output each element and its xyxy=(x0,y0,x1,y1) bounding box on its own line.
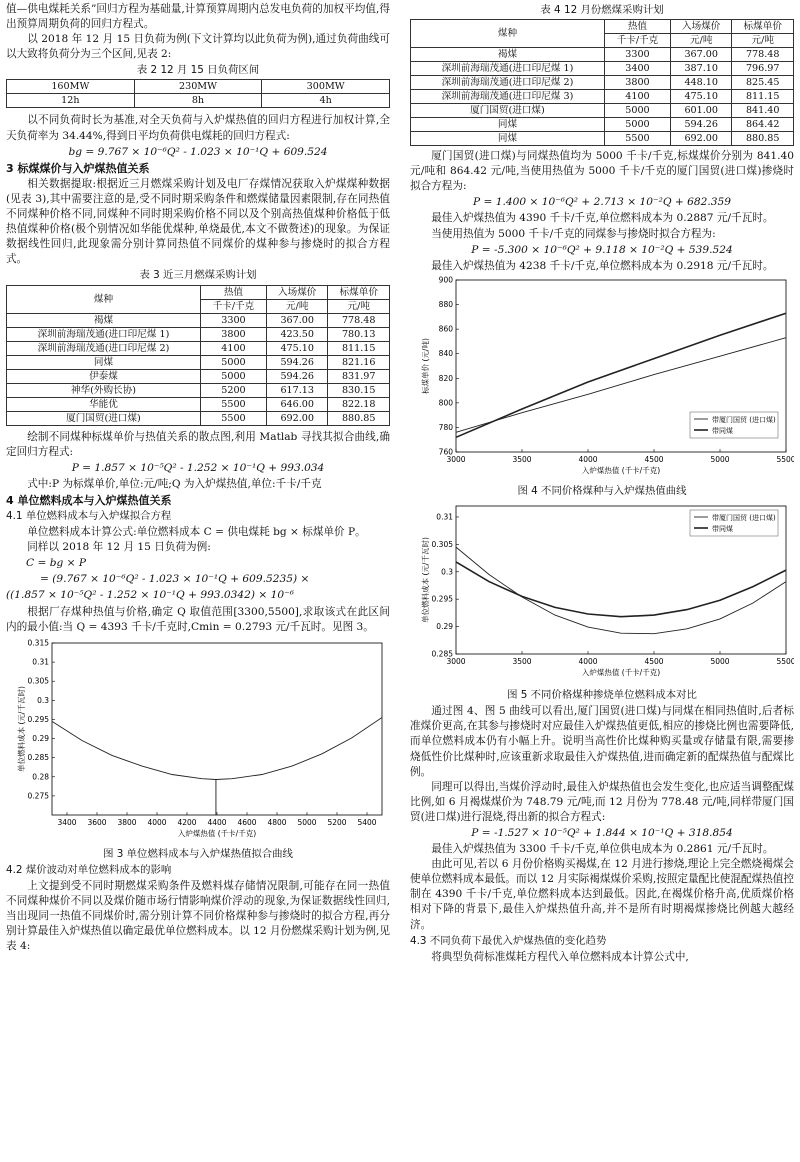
table-row xyxy=(7,327,390,341)
equation-p3: P = -1.527 × 10⁻⁵Q² + 1.844 × 10⁻¹Q + 318.854 xyxy=(471,826,733,839)
table-cell: 778.48 xyxy=(328,313,390,327)
x-tick-label: 5500 xyxy=(776,454,794,464)
table-cell: 同煤 xyxy=(411,118,605,132)
table-cell: 448.10 xyxy=(670,76,731,90)
table3-body xyxy=(7,313,390,425)
table-cell: 646.00 xyxy=(266,397,327,411)
x-tick-label: 5000 xyxy=(710,657,730,667)
conclusion-paragraph: 由此可见,若以 6 月份价格购买褐煤,在 12 月进行掺烧,理论上完全燃烧褐煤会使单位燃料成本最低。而以 12 月实际褐煤煤价采购,按照定量配比使混配煤热值控制在 4390 千卡/千克,单位燃料成本达到最低。因此,在褐煤价格升高,优质煤价格相对下降的背景下,最佳入炉煤热值升高,并不是所有时期褐煤掺烧比例越大越经济。 xyxy=(410,858,794,931)
table4-body xyxy=(411,48,794,146)
weighted-paragraph: 以不同负荷时长为基准,对全天负荷与入炉煤热值的回归方程进行加权计算,全天负荷率为 34.44%,得到日平均负荷供电煤耗的回归方程式: xyxy=(6,114,390,142)
x-tick-label: 5400 xyxy=(357,817,377,827)
table-cell: 5000 xyxy=(200,355,266,369)
table2 xyxy=(6,79,390,108)
xiamen-paragraph: 厦门国贸(进口煤)与同煤热值均为 5000 千卡/千克,标煤煤价分别为 841.40 元/吨和 864.42 元/吨,当使用热值为 5000 千卡/千克的厦门国贸(进口煤)掺烧时拟合方程为: xyxy=(410,150,794,193)
table-cell: 617.13 xyxy=(266,383,327,397)
table2-caption: 表 2 12 月 15 日负荷区间 xyxy=(136,64,260,77)
y-tick-label: 0.29 xyxy=(32,733,49,743)
table-cell: 3800 xyxy=(604,76,670,90)
table4-unit: 千卡/千克 xyxy=(604,34,670,48)
y-tick-label: 800 xyxy=(438,398,453,408)
x-tick-label: 5000 xyxy=(710,454,730,464)
y-axis-label: 单位燃料成本 (元/千瓦时) xyxy=(17,685,26,772)
section41-heading: 4.1 单位燃料成本与入炉煤拟合方程 xyxy=(6,509,172,522)
series-line xyxy=(52,717,382,779)
last-paragraph: 将典型负荷标准煤耗方程代入单位燃料成本计算公式中, xyxy=(431,950,689,963)
section3-heading: 3 标煤煤价与入炉煤热值关系 xyxy=(6,161,150,175)
y-tick-label: 0.295 xyxy=(27,714,49,724)
y-tick-label: 0.305 xyxy=(27,676,49,686)
equation-c3: ((1.857 × 10⁻⁵Q² - 1.252 × 10⁻¹Q + 993.0342) × 10⁻⁶ xyxy=(6,589,294,602)
table2-hours: 12h xyxy=(7,94,135,108)
x-tick-label: 3500 xyxy=(512,454,532,464)
table-cell: 3400 xyxy=(604,62,670,76)
y-tick-label: 0.31 xyxy=(436,512,453,522)
table-cell: 692.00 xyxy=(670,132,731,146)
x-tick-label: 3000 xyxy=(446,454,466,464)
table2-hours: 4h xyxy=(262,94,390,108)
y-tick-label: 0.31 xyxy=(32,657,49,667)
table-cell: 5500 xyxy=(200,411,266,425)
x-tick-label: 3400 xyxy=(57,817,77,827)
table-cell: 387.10 xyxy=(670,62,731,76)
x-tick-label: 3800 xyxy=(117,817,137,827)
table-cell: 4100 xyxy=(200,341,266,355)
figure3-chart xyxy=(6,635,390,841)
y-tick-label: 780 xyxy=(438,422,453,432)
figure5-caption: 图 5 不同价格煤种掺烧单位燃料成本对比 xyxy=(507,689,697,702)
table-cell: 深圳前海瑞茂通(进口印尼煤 3) xyxy=(411,90,605,104)
table-cell: 692.00 xyxy=(266,411,327,425)
y-tick-label: 0.285 xyxy=(27,752,49,762)
y-tick-label: 0.28 xyxy=(32,771,49,781)
table-cell: 5000 xyxy=(200,369,266,383)
table3-header: 煤种 xyxy=(7,285,201,313)
table-cell: 880.85 xyxy=(732,132,794,146)
table-cell: 深圳前海瑞茂通(进口印尼煤 1) xyxy=(411,62,605,76)
x-tick-label: 3500 xyxy=(512,657,532,667)
best3-paragraph: 最佳入炉煤热值为 3300 千卡/千克,单位供电成本为 0.2861 元/千瓦时。 xyxy=(431,843,774,856)
table-cell: 594.26 xyxy=(670,118,731,132)
table-row xyxy=(7,341,390,355)
x-tick-label: 4000 xyxy=(147,817,167,827)
table-cell: 811.15 xyxy=(732,90,794,104)
legend-label: 带同煤 xyxy=(712,426,733,435)
y-axis-label: 标煤单价 (元/吨) xyxy=(421,337,430,394)
y-tick-label: 880 xyxy=(438,299,453,309)
equation-c1: C = bg × P xyxy=(26,557,87,570)
x-tick-label: 3000 xyxy=(446,657,466,667)
table3-unit: 元/吨 xyxy=(266,299,327,313)
table-row xyxy=(411,90,794,104)
table3-header: 热值 xyxy=(200,285,266,299)
y-tick-label: 0.295 xyxy=(431,594,453,604)
section4-heading: 4 单位燃料成本与入炉煤热值关系 xyxy=(6,493,172,507)
y-axis-label: 单位燃料成本 (元/千瓦时) xyxy=(421,537,430,623)
section3-paragraph: 相关数据提取:根据近三月燃煤采购计划及电厂存煤情况获取入炉煤煤种数据(见表 3),其中需要注意的是,受不同时期采购条件和燃煤储量因素限制,存在同热值不同煤种价格不同,同煤种不同时期采购价格不同以及个别高热值煤种价格低于低热值煤种价格(极个别情况如华能优煤种,单烧最优,本文不做赘述)的现象。为保证数据线性回归,此现象需分别计算同热值不同煤价的煤种参与掺烧时的拟合方程式。 xyxy=(6,177,390,266)
x-axis-label: 入炉煤热值 (千卡/千克) xyxy=(581,465,661,475)
table-cell: 深圳前海瑞茂通(进口印尼煤 2) xyxy=(7,341,201,355)
table-cell: 864.42 xyxy=(732,118,794,132)
y-tick-label: 0.275 xyxy=(27,791,49,801)
table-cell: 5000 xyxy=(604,118,670,132)
table-cell: 475.10 xyxy=(266,341,327,355)
table-cell: 601.00 xyxy=(670,104,731,118)
table-row xyxy=(7,313,390,327)
legend-label: 带厦门国贸 (进口煤) xyxy=(712,514,776,523)
table-row xyxy=(7,355,390,369)
table-cell: 4100 xyxy=(604,90,670,104)
table-cell: 5500 xyxy=(604,132,670,146)
table-cell: 5500 xyxy=(200,397,266,411)
equation-c2: = (9.767 × 10⁻⁶Q² - 1.023 × 10⁻¹Q + 609.5235) × xyxy=(40,573,310,586)
section42-heading: 4.2 煤价波动对单位燃料成本的影响 xyxy=(6,863,172,876)
legend-label: 带同煤 xyxy=(712,525,733,534)
table2-load: 230MW xyxy=(134,80,262,94)
table-cell: 厦门国贸(进口煤) xyxy=(411,104,605,118)
table-cell: 830.15 xyxy=(328,383,390,397)
y-tick-label: 0.3 xyxy=(37,695,49,705)
x-axis-label: 入炉煤热值 (千卡/千克) xyxy=(581,668,661,678)
series-line xyxy=(456,562,786,617)
x-axis-label: 入炉煤热值 (千卡/千克) xyxy=(177,828,257,838)
table-cell: 423.50 xyxy=(266,327,327,341)
table2-load: 160MW xyxy=(7,80,135,94)
table-cell: 825.45 xyxy=(732,76,794,90)
table-cell: 367.00 xyxy=(266,313,327,327)
x-tick-label: 4200 xyxy=(177,817,197,827)
table-cell: 5000 xyxy=(604,104,670,118)
table-cell: 594.26 xyxy=(266,369,327,383)
table-row xyxy=(7,397,390,411)
table-cell: 367.00 xyxy=(670,48,731,62)
table-cell: 伊泰煤 xyxy=(7,369,201,383)
best1-paragraph: 最佳入炉煤热值为 4390 千卡/千克,单位燃料成本为 0.2887 元/千瓦时。 xyxy=(431,212,774,225)
table-cell: 褐煤 xyxy=(7,313,201,327)
y-tick-label: 840 xyxy=(438,349,453,359)
x-tick-label: 5000 xyxy=(297,817,317,827)
table-cell: 780.13 xyxy=(328,327,390,341)
plot-frame xyxy=(52,643,382,815)
table-row xyxy=(411,104,794,118)
equation-p2: P = -5.300 × 10⁻⁶Q² + 9.118 × 10⁻²Q + 539.524 xyxy=(471,243,733,256)
y-tick-label: 860 xyxy=(438,324,453,334)
table4 xyxy=(410,19,794,146)
table-cell: 同煤 xyxy=(7,355,201,369)
tong-paragraph: 当使用热值为 5000 千卡/千克的同煤参与掺烧时拟合方程为: xyxy=(431,227,716,240)
table3-unit: 元/吨 xyxy=(328,299,390,313)
table-cell: 3300 xyxy=(200,313,266,327)
table4-header: 入场煤价 xyxy=(670,20,731,34)
table-cell: 华能优 xyxy=(7,397,201,411)
x-tick-label: 3600 xyxy=(87,817,107,827)
figure4-chart xyxy=(410,274,794,478)
table-cell: 褐煤 xyxy=(411,48,605,62)
x-tick-label: 4000 xyxy=(578,454,598,464)
section42-paragraph: 上文提到受不同时期燃煤采购条件及燃料煤存储情况限制,可能存在同一热值不同煤种煤价不同以及煤价随市场行情影响煤价浮动的现象,为保证数据线性回归,当出现同一热值不同煤价时,需分别计算不同价格煤种参与掺烧时的拟合方程,再分别计算最佳入炉煤热值以确定最优单位燃料成本。以 12 月份燃煤采购计划为例,见表 4: xyxy=(6,880,390,953)
y-tick-label: 0.315 xyxy=(27,638,49,648)
table-cell: 821.16 xyxy=(328,355,390,369)
table-cell: 神华(外购长协) xyxy=(7,383,201,397)
y-tick-label: 0.29 xyxy=(436,622,453,632)
equation-bg: bg = 9.767 × 10⁻⁶Q² - 1.023 × 10⁻¹Q + 609.524 xyxy=(68,145,328,158)
table-cell: 同煤 xyxy=(411,132,605,146)
compare-paragraph: 通过图 4、图 5 曲线可以看出,厦门国贸(进口煤)与同煤在相同热值时,后者标准煤价更高,在其参与掺烧时对应最佳入炉煤热值更低,相应的掺烧比例也需要降低,而单位燃料成本仍有小幅上升。说明当高性价比煤种购买量或存储量有限,需要掺烧低性价比煤种时,应该重新求取最佳入炉煤热值,进而确定新的配煤热值与配煤比例。 xyxy=(410,705,794,778)
table-cell: 811.15 xyxy=(328,341,390,355)
table2-hours: 8h xyxy=(134,94,262,108)
table-cell: 831.97 xyxy=(328,369,390,383)
table-cell: 880.85 xyxy=(328,411,390,425)
table4-header: 煤种 xyxy=(411,20,605,48)
table-cell: 厦门国贸(进口煤) xyxy=(7,411,201,425)
table3 xyxy=(6,285,390,426)
table-cell: 深圳前海瑞茂通(进口印尼煤 1) xyxy=(7,327,201,341)
table4-unit: 元/吨 xyxy=(732,34,794,48)
table4-caption: 表 4 12 月份燃煤采购计划 xyxy=(540,4,664,16)
y-tick-label: 760 xyxy=(438,447,453,457)
scatter-paragraph: 绘制不同煤种标煤单价与热值关系的散点图,利用 Matlab 寻找其拟合曲线,确定回归方程式: xyxy=(6,430,390,458)
figure5-chart xyxy=(410,500,794,682)
table4-header: 标煤单价 xyxy=(732,20,794,34)
table-row xyxy=(411,48,794,62)
table3-caption: 表 3 近三月燃煤采购计划 xyxy=(139,269,257,282)
table-cell: 3800 xyxy=(200,327,266,341)
table4-unit: 元/吨 xyxy=(670,34,731,48)
table-cell: 796.97 xyxy=(732,62,794,76)
table-cell: 深圳前海瑞茂通(进口印尼煤 2) xyxy=(411,76,605,90)
x-tick-label: 4400 xyxy=(207,817,227,827)
table-row xyxy=(411,76,794,90)
table-row xyxy=(7,383,390,397)
x-tick-label: 5200 xyxy=(327,817,347,827)
same-paragraph: 同样以 2018 年 12 月 15 日负荷为例: xyxy=(27,541,211,554)
table3-unit: 千卡/千克 xyxy=(200,299,266,313)
table-row xyxy=(411,118,794,132)
legend-label: 带厦门国贸 (进口煤) xyxy=(712,415,776,424)
example-paragraph: 以 2018 年 12 月 15 日负荷为例(下文计算均以此负荷为例),通过负荷曲线可以大致将负荷分为三个区间,见表 2: xyxy=(6,33,390,61)
y-tick-label: 900 xyxy=(438,275,453,285)
table-row xyxy=(411,62,794,76)
x-tick-label: 4500 xyxy=(644,454,664,464)
x-tick-label: 4500 xyxy=(644,657,664,667)
y-tick-label: 820 xyxy=(438,373,453,383)
x-tick-label: 4600 xyxy=(237,817,257,827)
equation-p1: P = 1.400 × 10⁻⁶Q² + 2.713 × 10⁻²Q + 682.359 xyxy=(473,196,731,209)
y-tick-label: 0.285 xyxy=(431,649,453,659)
table3-header: 入场煤价 xyxy=(266,285,327,299)
intro-paragraph: 值—供电煤耗关系”回归方程为基础量,计算预算周期内总发电负荷的加权平均值,得出预算周期负荷的回归方程式。 xyxy=(6,3,390,31)
y-tick-label: 0.305 xyxy=(431,539,453,549)
table2-load: 300MW xyxy=(262,80,390,94)
table-cell: 5200 xyxy=(200,383,266,397)
table-cell: 822.18 xyxy=(328,397,390,411)
table-cell: 3300 xyxy=(604,48,670,62)
x-tick-label: 4000 xyxy=(578,657,598,667)
y-tick-label: 0.3 xyxy=(441,567,453,577)
table-cell: 778.48 xyxy=(732,48,794,62)
table-row xyxy=(7,411,390,425)
x-tick-label: 4800 xyxy=(267,817,287,827)
table-row xyxy=(7,369,390,383)
table-cell: 594.26 xyxy=(266,355,327,369)
table-cell: 475.10 xyxy=(670,90,731,104)
table-cell: 841.40 xyxy=(732,104,794,118)
float-paragraph: 同理可以得出,当煤价浮动时,最佳入炉煤热值也会发生变化,也应适当调整配煤比例,如 6 月褐煤煤价为 748.79 元/吨,而 12 月份为 778.48 元/吨,同样带厦门国贸(进口煤)进行混烧,得出新的拟合方程式: xyxy=(410,780,794,823)
formula-paragraph: 单位燃料成本计算公式:单位燃料成本 C = 供电煤耗 bg × 标煤单价 P。 xyxy=(27,526,366,539)
series-line xyxy=(456,547,786,634)
figure3-caption: 图 3 单位燃料成本与入炉煤热值拟合曲线 xyxy=(103,847,293,860)
best2-paragraph: 最佳入炉煤热值为 4238 千卡/千克,单位燃料成本为 0.2918 元/千瓦时。 xyxy=(431,259,774,272)
x-tick-label: 5500 xyxy=(776,657,794,667)
table4-header: 热值 xyxy=(604,20,670,34)
section43-heading: 4.3 不同负荷下最优入炉煤热值的变化趋势 xyxy=(410,934,607,947)
figure4-caption: 图 4 不同价格煤种与入炉煤热值曲线 xyxy=(517,484,687,497)
where-paragraph: 式中:P 为标煤单价,单位:元/吨;Q 为入炉煤热值,单位:千卡/千克 xyxy=(27,477,322,490)
equation-p: P = 1.857 × 10⁻⁵Q² - 1.252 × 10⁻¹Q + 993.034 xyxy=(71,461,325,474)
right-column xyxy=(410,2,794,965)
table-row xyxy=(411,132,794,146)
range-paragraph: 根据厂存煤种热值与价格,确定 Q 取值范围[3300,5500],求取该式在此区间内的最小值:当 Q = 4393 千卡/千克时,Cmin = 0.2793 元/千瓦时。见图 3。 xyxy=(6,605,390,633)
left-column xyxy=(6,2,390,954)
table3-header: 标煤单价 xyxy=(328,285,390,299)
